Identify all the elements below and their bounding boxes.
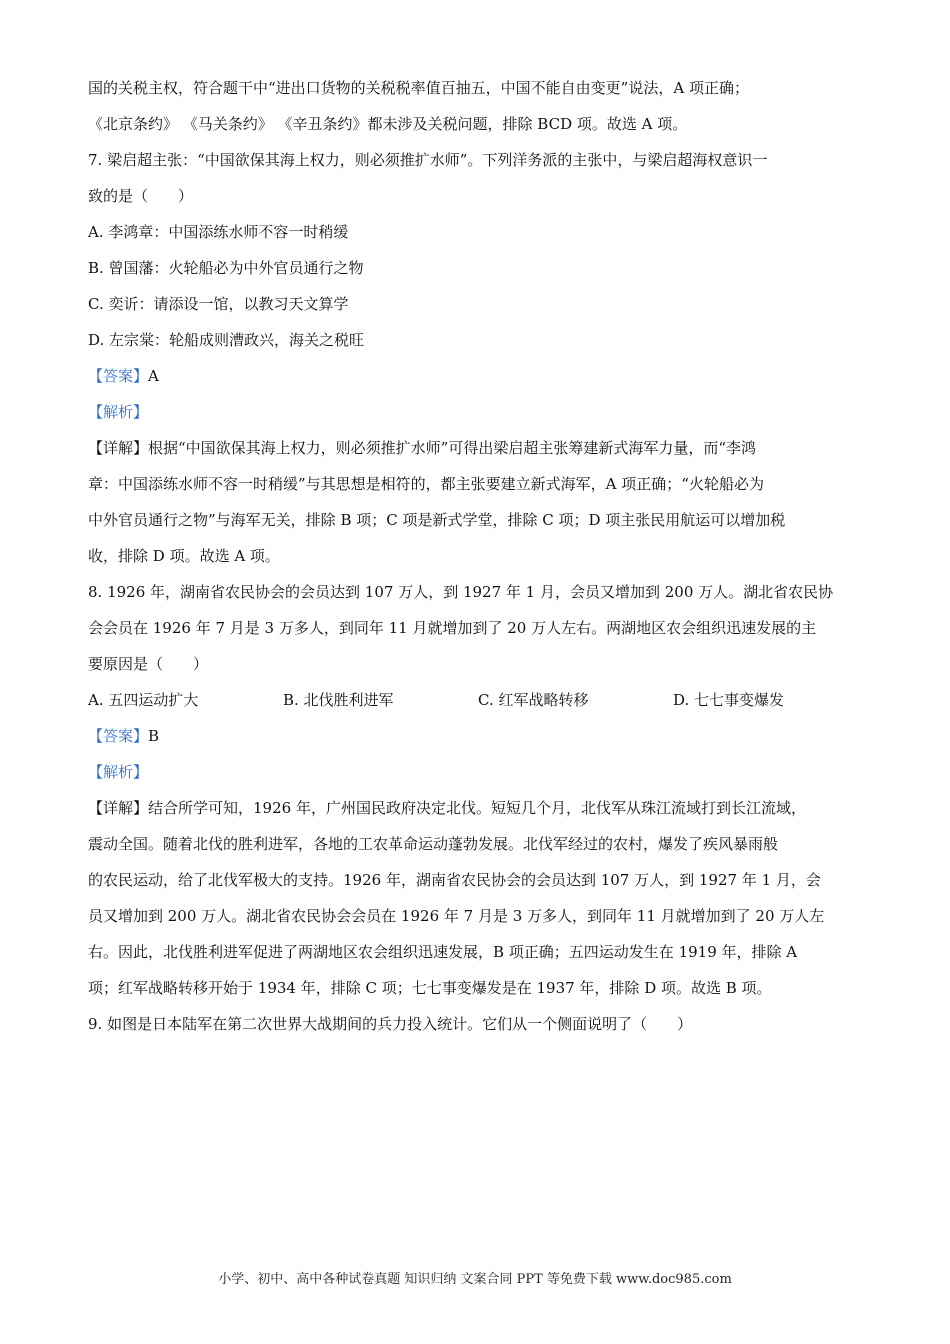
question-8-analysis bbox=[88, 754, 868, 790]
question-7-stem: 致的是（ ） bbox=[88, 187, 194, 205]
question-7-option-d: D. 左宗棠：轮船成则漕政兴，海关之税旺 bbox=[88, 331, 365, 349]
question-8-detail bbox=[88, 790, 868, 826]
answer-tag: 【答案】 bbox=[88, 727, 149, 745]
question-9-stem: 9. 如图是日本陆军在第二次世界大战期间的兵力投入统计。它们从一个侧面说明了（ ） bbox=[88, 1015, 693, 1033]
text-line: 《北京条约》 《马关条约》 《辛丑条约》都未涉及关税问题，排除 BCD 项。故选 A 项。 bbox=[88, 115, 688, 133]
detail-tag: 【详解】 bbox=[88, 439, 149, 457]
question-7-option-b: B. 曾国藩：火轮船必为中外官员通行之物 bbox=[88, 259, 364, 277]
page-footer: 小学、初中、高中各种试卷真题 知识归纳 文案合同 PPT 等免费下载 www.doc985.com bbox=[218, 1272, 732, 1287]
question-7-answer bbox=[88, 358, 868, 394]
question-7-option-a: A. 李鸿章：中国添练水师不容一时稍缓 bbox=[88, 223, 349, 241]
analysis-tag: 【解析】 bbox=[88, 763, 149, 781]
question-7-stem: 7. 梁启超主张：“中国欲保其海上权力，则必须推扩水师”。下列洋务派的主张中，与梁启超海权意识一 bbox=[88, 151, 768, 169]
question-7-option-c: C. 奕䜣：请添设一馆，以教习天文算学 bbox=[88, 295, 349, 313]
question-8-option-c: C. 红军战略转移 bbox=[478, 691, 589, 709]
question-8-detail: 的农民运动，给了北伐军极大的支持。1926 年，湖南省农民协会的会员达到 107 万人，到 1927 年 1 月，会 bbox=[88, 871, 821, 889]
question-7-detail: 收，排除 D 项。故选 A 项。 bbox=[88, 547, 280, 565]
answer-value: B bbox=[148, 727, 160, 745]
question-8-stem: 要原因是（ ） bbox=[88, 655, 209, 673]
document-body bbox=[88, 70, 868, 1042]
question-8-detail: 项；红军战略转移开始于 1934 年，排除 C 项；七七事变爆发是在 1937 年，排除 D 项。故选 B 项。 bbox=[88, 979, 772, 997]
question-8-detail: 震动全国。随着北伐的胜利进军，各地的工农革命运动蓬勃发展。北伐军经过的农村，爆发了疾风暴雨般 bbox=[88, 835, 779, 853]
question-8-option-d: D. 七七事变爆发 bbox=[673, 691, 785, 709]
question-8-detail: 员又增加到 200 万人。湖北省农民协会会员在 1926 年 7 月是 3 万多人，到同年 11 月就增加到了 20 万人左 bbox=[88, 907, 825, 925]
question-7-detail bbox=[88, 430, 868, 466]
detail-text: 结合所学可知，1926 年，广州国民政府决定北伐。短短几个月，北伐军从珠江流域打到长江流域， bbox=[148, 799, 806, 817]
question-7-detail: 章：中国添练水师不容一时稍缓”与其思想是相符的，都主张要建立新式海军，A 项正确；“火轮船必为 bbox=[88, 475, 764, 493]
text-line: 国的关税主权，符合题干中“进出口货物的关税税率值百抽五，中国不能自由变更”说法，A 项正确； bbox=[88, 79, 749, 97]
detail-tag: 【详解】 bbox=[88, 799, 149, 817]
question-8-stem: 会会员在 1926 年 7 月是 3 万多人，到同年 11 月就增加到了 20 万人左右。两湖地区农会组织迅速发展的主 bbox=[88, 619, 817, 637]
question-7-detail: 中外官员通行之物”与海军无关，排除 B 项；C 项是新式学堂，排除 C 项；D 项主张民用航运可以增加税 bbox=[88, 511, 786, 529]
question-8-detail: 右。因此，北伐胜利进军促进了两湖地区农会组织迅速发展，B 项正确；五四运动发生在 1919 年，排除 A bbox=[88, 943, 798, 961]
question-8-option-a: A. 五四运动扩大 bbox=[88, 691, 199, 709]
question-8-options bbox=[88, 682, 868, 718]
question-7-analysis bbox=[88, 394, 868, 430]
analysis-tag: 【解析】 bbox=[88, 403, 149, 421]
question-8-stem: 8. 1926 年，湖南省农民协会的会员达到 107 万人，到 1927 年 1 月，会员又增加到 200 万人。湖北省农民协 bbox=[88, 583, 834, 601]
question-8-option-b: B. 北伐胜利进军 bbox=[283, 691, 394, 709]
answer-tag: 【答案】 bbox=[88, 367, 149, 385]
answer-value: A bbox=[148, 367, 159, 385]
question-8-answer bbox=[88, 718, 868, 754]
detail-text: 根据“中国欲保其海上权力，则必须推扩水师”可得出梁启超主张筹建新式海军力量，而“李鸿 bbox=[148, 439, 757, 457]
